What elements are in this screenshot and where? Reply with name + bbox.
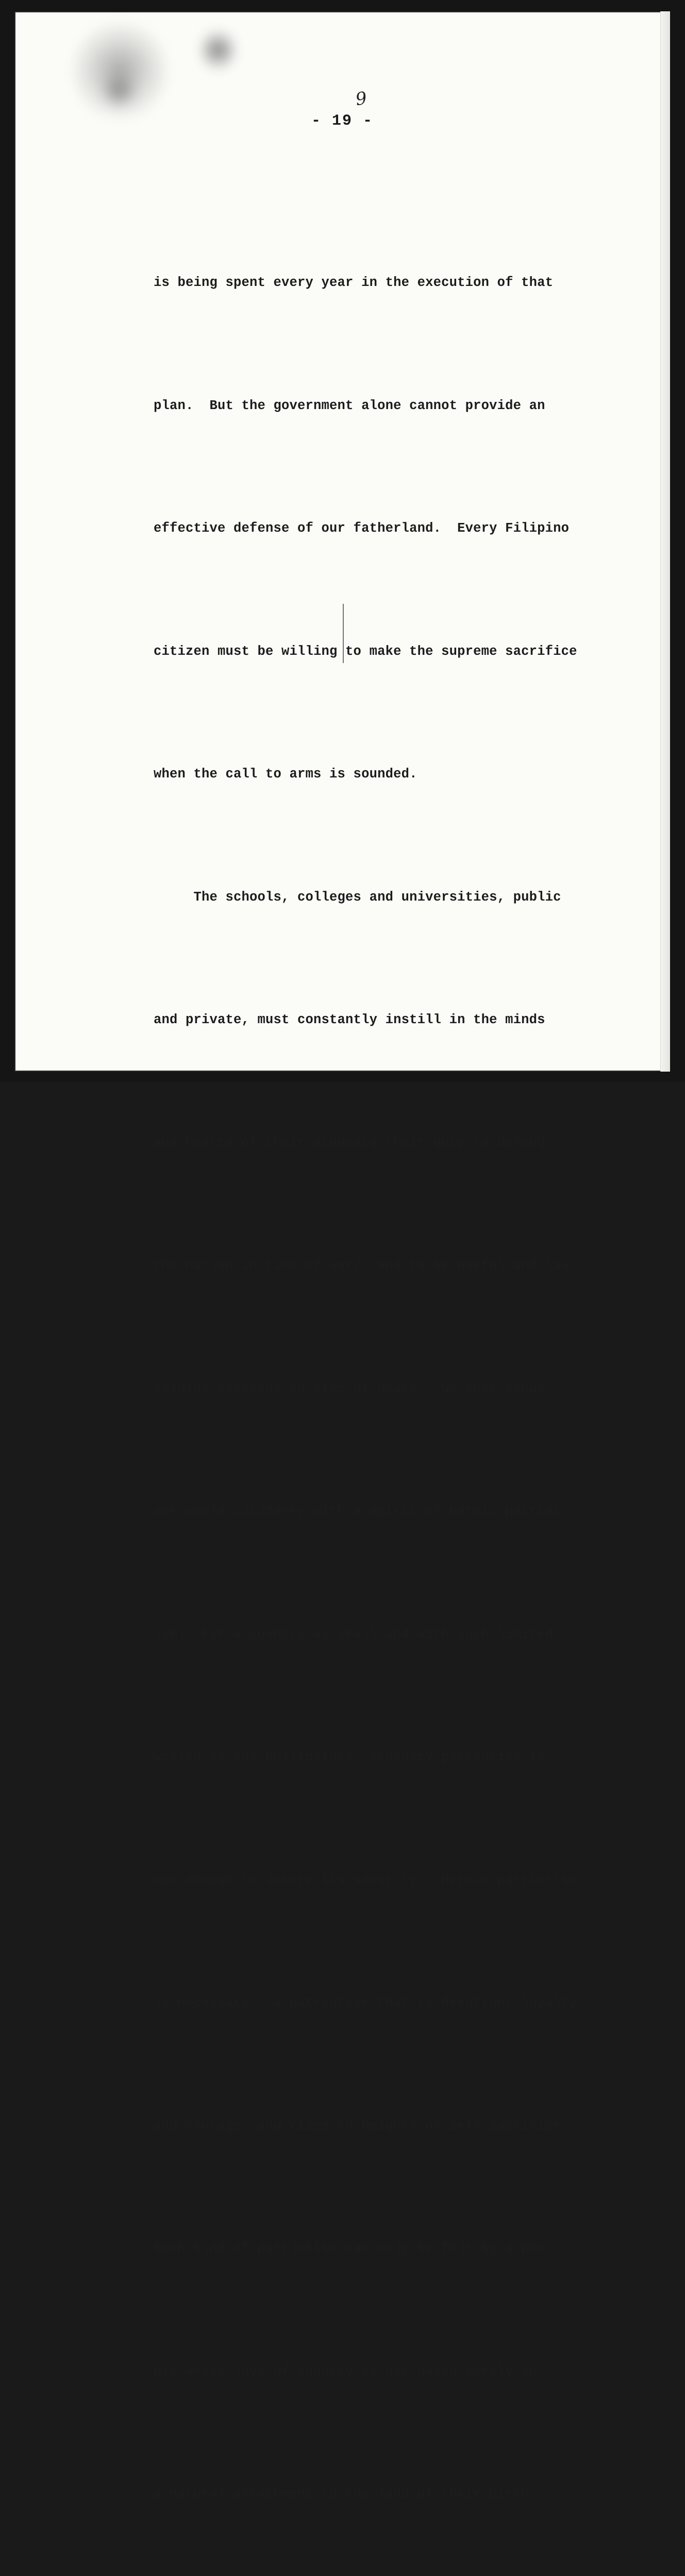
text-line: effective defense of our fatherland. Every Filipino	[154, 521, 570, 536]
page-edge	[660, 11, 670, 1072]
text-line: when the call to arms is sounded.	[154, 767, 417, 782]
text-line: ism. For a country as small and with such limited	[154, 1626, 554, 1642]
text-line: not enough to insure its security. Heroic patriotism	[154, 1872, 577, 1888]
ink-smudge	[101, 72, 137, 108]
text-line: plan. But the government alone cannot provide an	[154, 398, 545, 413]
text-line: The schools, colleges and universities, public	[154, 889, 561, 905]
page-number: - 19 -	[311, 112, 374, 130]
text-line: the nation in time of war/, and to be useful and law-	[154, 1258, 577, 1273]
text-line: abiding citizens in time of peace. We must imbue	[154, 1381, 545, 1396]
text-line: ple whose love of country is not based merely on	[154, 2364, 538, 2379]
text-line: citizen must be willing to make the supreme sacrifice	[154, 643, 577, 659]
text-line: wealth as the Philippines, ordinary patriotism is	[154, 1750, 545, 1765]
typewritten-page	[14, 11, 670, 2502]
text-line: our whole citizenry with a spirit of heroic patriot-	[154, 1504, 570, 1519]
handwritten-page-number: 9	[354, 88, 369, 110]
body-text	[154, 180, 617, 2576]
text-line: and courage, and rises to heights of self-sacrifice.	[154, 2118, 570, 2133]
ink-smudge	[200, 27, 236, 73]
text-line: is necessary - a patriotism that is devotion, loyalty	[154, 1995, 577, 2010]
text-line: and private, must constantly instill in the minds	[154, 1012, 545, 1027]
text-line: and hearts of their students their duty to defend	[154, 1135, 545, 1150]
text-line: Such kind of patriotism can only be felt by a peo-	[154, 2241, 554, 2256]
text-line: is being spent every year in the execution of that	[154, 275, 554, 290]
text-line: a natural attachment to the land of their birth,	[154, 2487, 538, 2502]
